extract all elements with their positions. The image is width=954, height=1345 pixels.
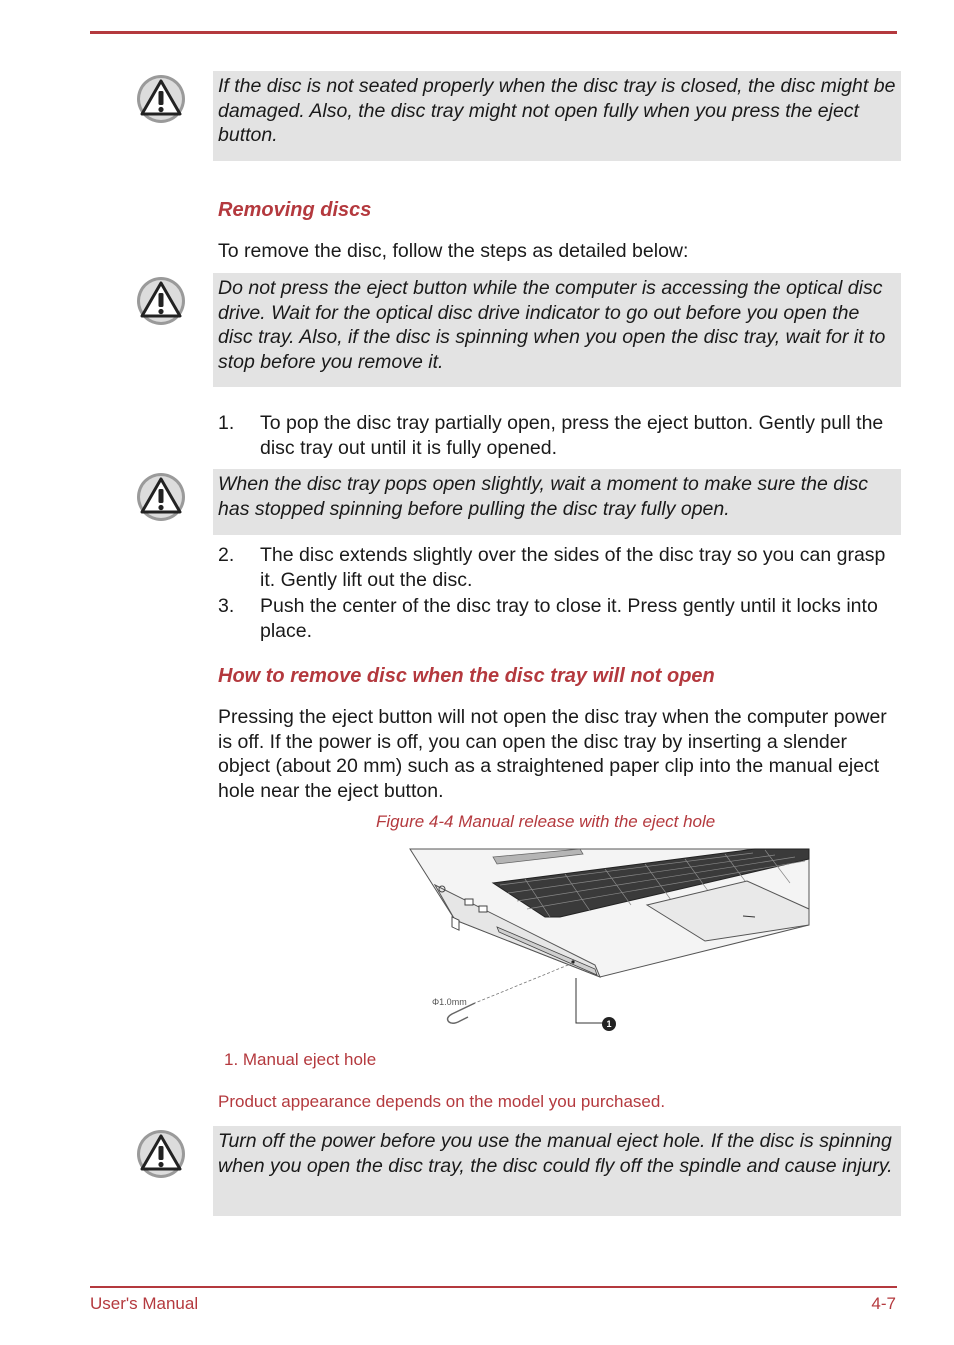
caution-note: Do not press the eject button while the computer is accessing the optical disc drive. Wait for the optical disc drive indicator to go out before you open the disc tray. Also, if the disc is spinning when you open the disc tray, wait for it to stop before you remove it. xyxy=(213,273,901,387)
section-heading-manual-eject: How to remove disc when the disc tray will not open xyxy=(218,665,715,687)
step-text: The disc extends slightly over the sides of the disc tray so you can grasp it. Gently lift out the disc. xyxy=(260,544,886,591)
appearance-note: Product appearance depends on the model you purchased. xyxy=(218,1092,666,1111)
warning-icon xyxy=(135,471,187,523)
caution-note: If the disc is not seated properly when the disc tray is closed, the disc might be damaged. Also, the disc tray might not open fully when you press the eject button. xyxy=(213,71,901,161)
warning-icon xyxy=(135,1128,187,1180)
step-number: 3. xyxy=(218,595,235,617)
header-rule xyxy=(90,31,897,34)
step-number: 1. xyxy=(218,412,235,434)
figure-legend-item: 1. Manual eject hole xyxy=(224,1050,377,1069)
step-text: To pop the disc tray partially open, press the eject button. Gently pull the disc tray out until it is fully opened. xyxy=(260,412,884,459)
step-number: 2. xyxy=(218,544,235,566)
footer-manual-title: User's Manual xyxy=(90,1294,199,1313)
callout-marker: 1 xyxy=(602,1017,616,1031)
warning-icon xyxy=(135,73,187,125)
figure-caption: Figure 4-4 Manual release with the eject hole xyxy=(376,812,716,831)
figure-dimension-label: Φ1.0mm xyxy=(432,997,467,1007)
warning-icon xyxy=(135,275,187,327)
intro-text: To remove the disc, follow the steps as detailed below: xyxy=(218,240,689,262)
step-text: Push the center of the disc tray to close it. Press gently until it locks into place. xyxy=(260,595,878,642)
caution-note: Turn off the power before you use the manual eject hole. If the disc is spinning when you open the disc tray, the disc could fly off the spindle and cause injury. xyxy=(213,1126,901,1216)
manual-eject-paragraph: Pressing the eject button will not open the disc tray when the computer power is off. If the power is off, you can open the disc tray by inserting a slender object (about 20 mm) such as a straightened paper clip into the manual eject hole near the eject button. xyxy=(218,706,887,802)
laptop-eject-hole-illustration xyxy=(405,845,815,1040)
footer-rule xyxy=(90,1286,897,1288)
page-number: 4-7 xyxy=(871,1294,896,1313)
caution-note: When the disc tray pops open slightly, wait a moment to make sure the disc has stopped spinning before pulling the disc tray fully open. xyxy=(213,469,901,535)
section-heading-removing-discs: Removing discs xyxy=(218,199,372,221)
